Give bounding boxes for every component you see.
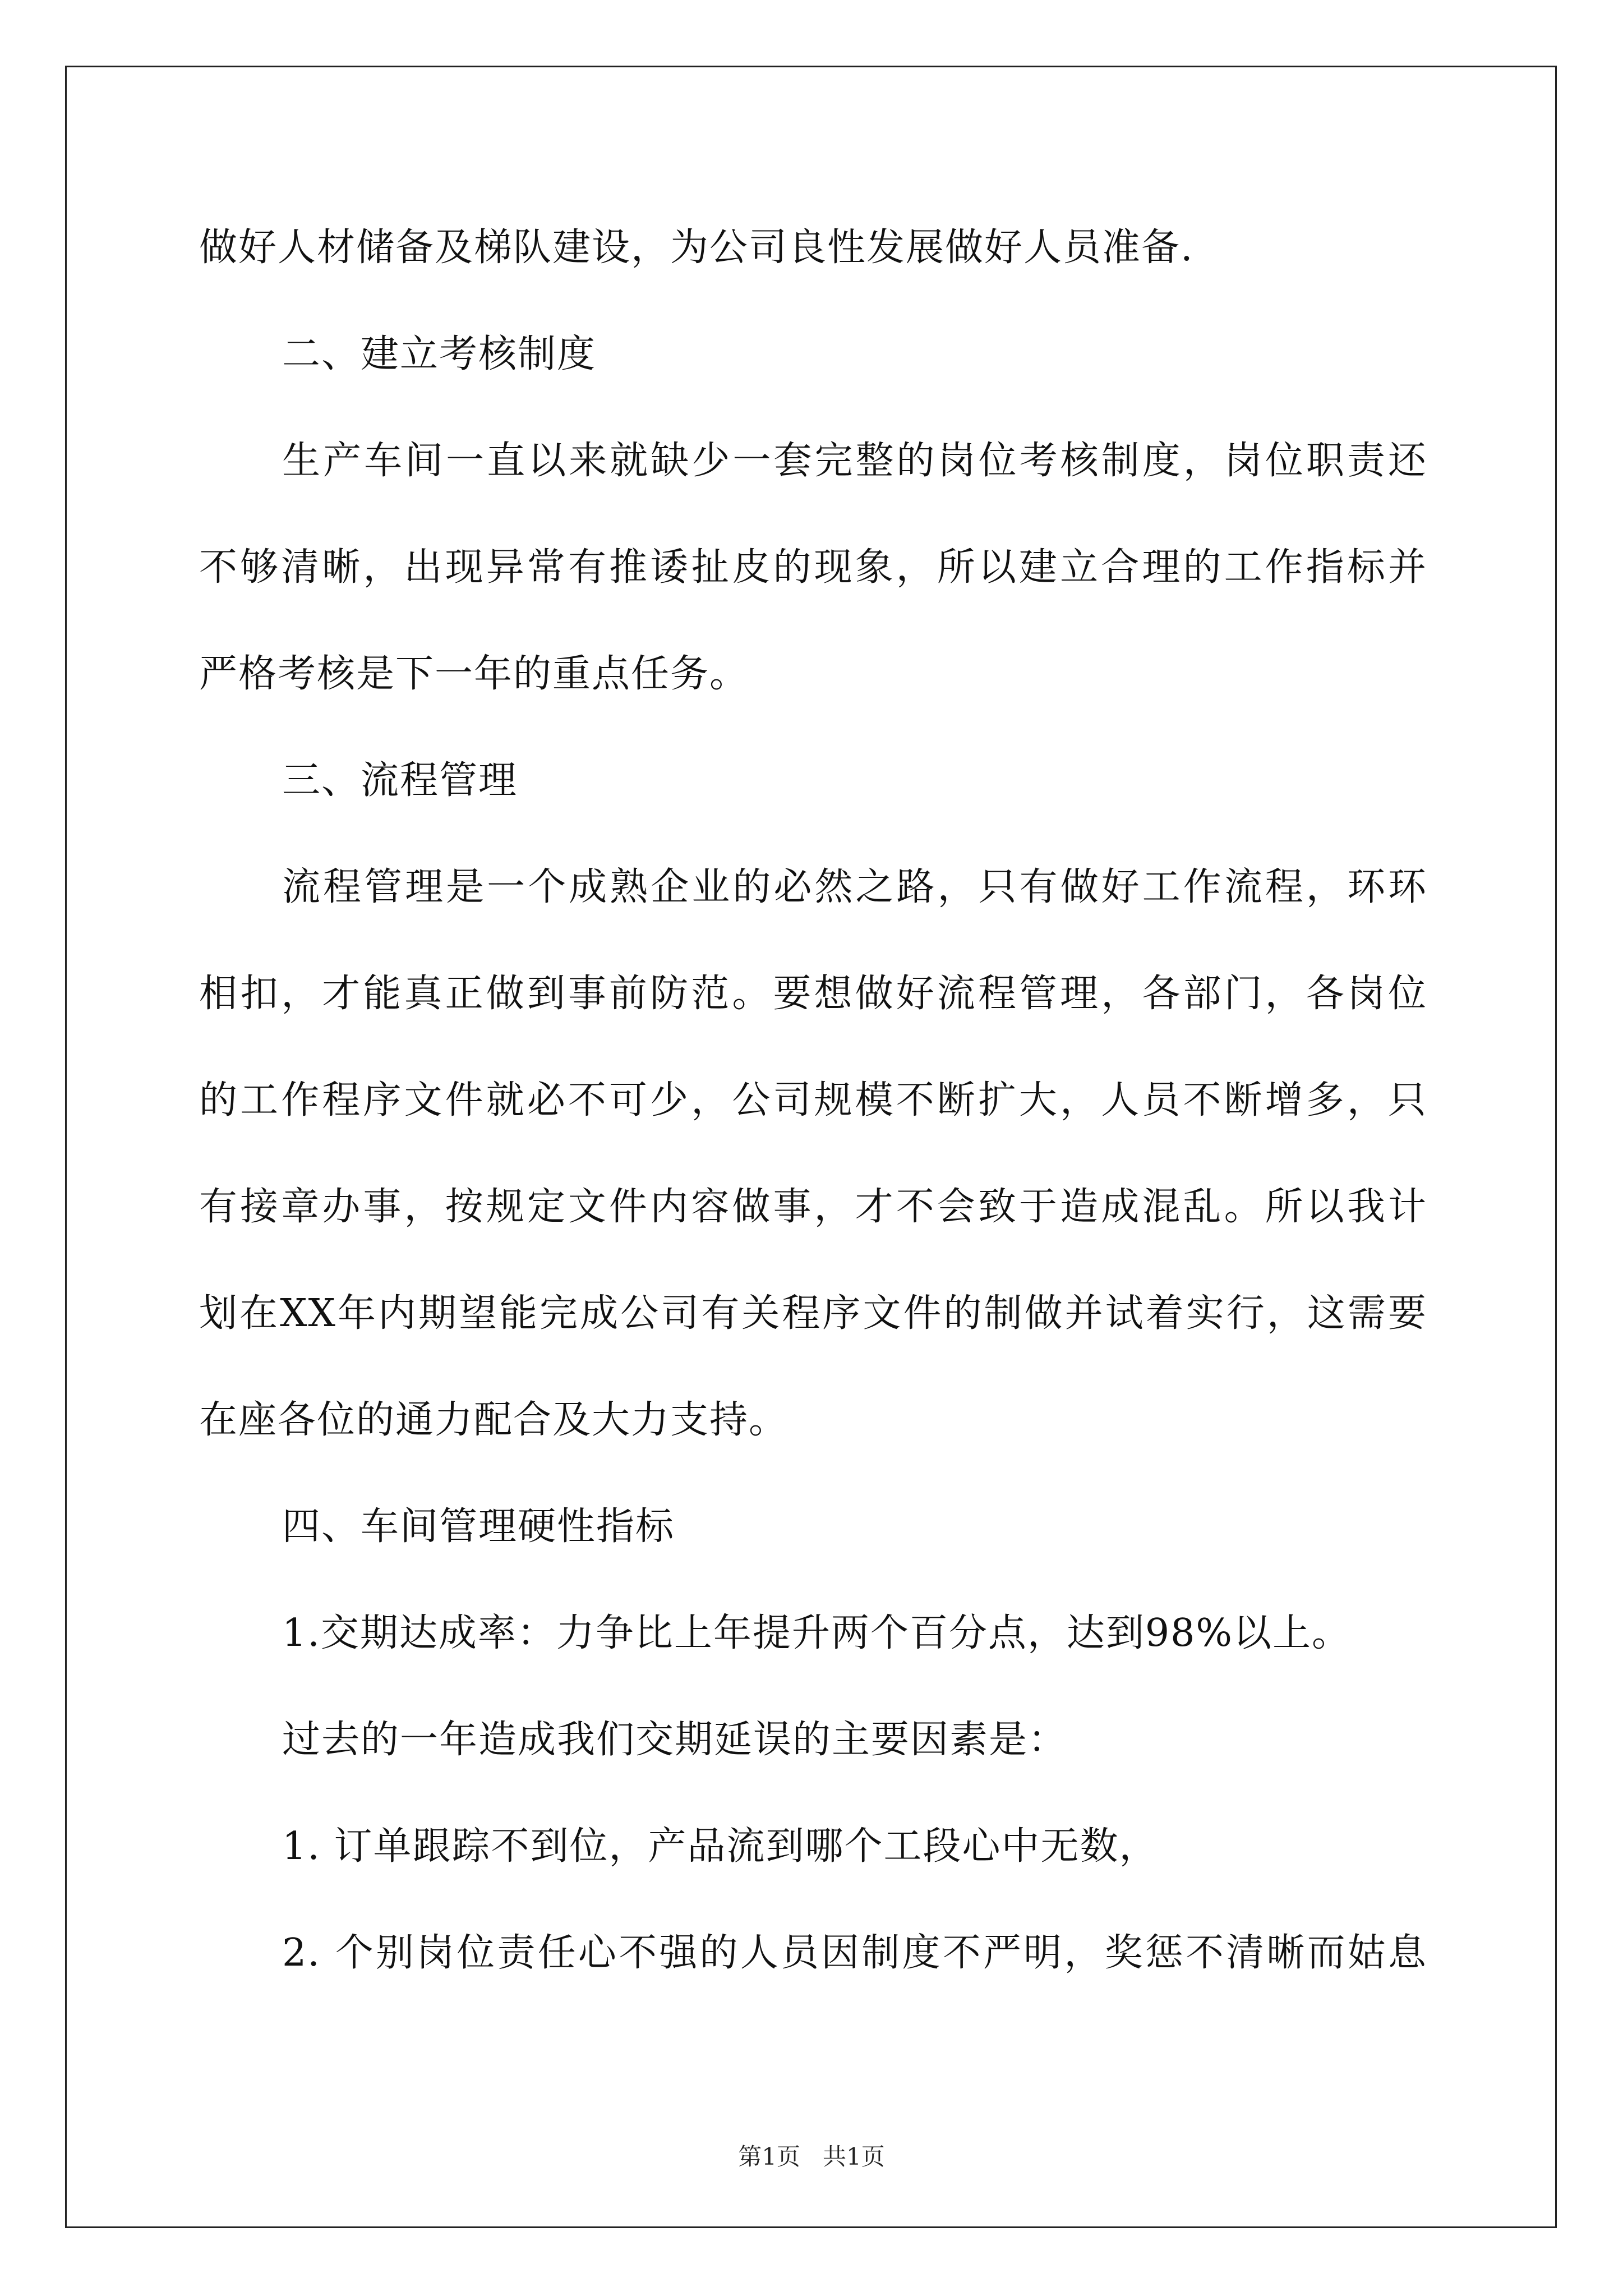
- text-line-17: 2. 个别岗位责任心不强的人员因制度不严明，奖惩不清晰而姑息: [282, 1931, 1427, 1975]
- text-line-4: 不够清晰，出现异常有推诿扯皮的现象，所以建立合理的工作指标并: [199, 545, 1427, 590]
- heading-4: 四、车间管理硬性指标: [282, 1504, 675, 1549]
- heading-3: 三、流程管理: [282, 758, 518, 803]
- text-line-15: 过去的一年造成我们交期延误的主要因素是：: [282, 1718, 1068, 1762]
- text-line-11: 划在XX年内期望能完成公司有关程序文件的制做并试着实行，这需要: [199, 1291, 1427, 1336]
- text-line-5: 严格考核是下一年的重点任务。: [199, 652, 749, 696]
- text-line-1: 做好人材储备及梯队建设，为公司良性发展做好人员准备.: [199, 226, 1194, 270]
- text-line-3: 生产车间一直以来就缺少一套完整的岗位考核制度，岗位职责还: [282, 439, 1427, 483]
- text-line-10: 有接章办事，按规定文件内容做事，才不会致于造成混乱。所以我计: [199, 1185, 1427, 1229]
- page-footer: 第1页 共1页: [738, 2143, 885, 2170]
- text-line-12: 在座各位的通力配合及大力支持。: [199, 1398, 789, 1442]
- text-line-8: 相扣，才能真正做到事前防范。要想做好流程管理，各部门，各岗位: [199, 972, 1427, 1016]
- text-line-14: 1.交期达成率：力争比上年提升两个百分点，达到98%以上。: [282, 1611, 1352, 1655]
- text-line-9: 的工作程序文件就必不可少，公司规模不断扩大，人员不断增多，只: [199, 1078, 1427, 1122]
- text-line-7: 流程管理是一个成熟企业的必然之路，只有做好工作流程，环环: [282, 865, 1427, 909]
- heading-2: 二、建立考核制度: [282, 332, 597, 376]
- page-border: [65, 66, 1557, 2228]
- text-line-16: 1. 订单跟踪不到位，产品流到哪个工段心中无数，: [282, 1824, 1159, 1869]
